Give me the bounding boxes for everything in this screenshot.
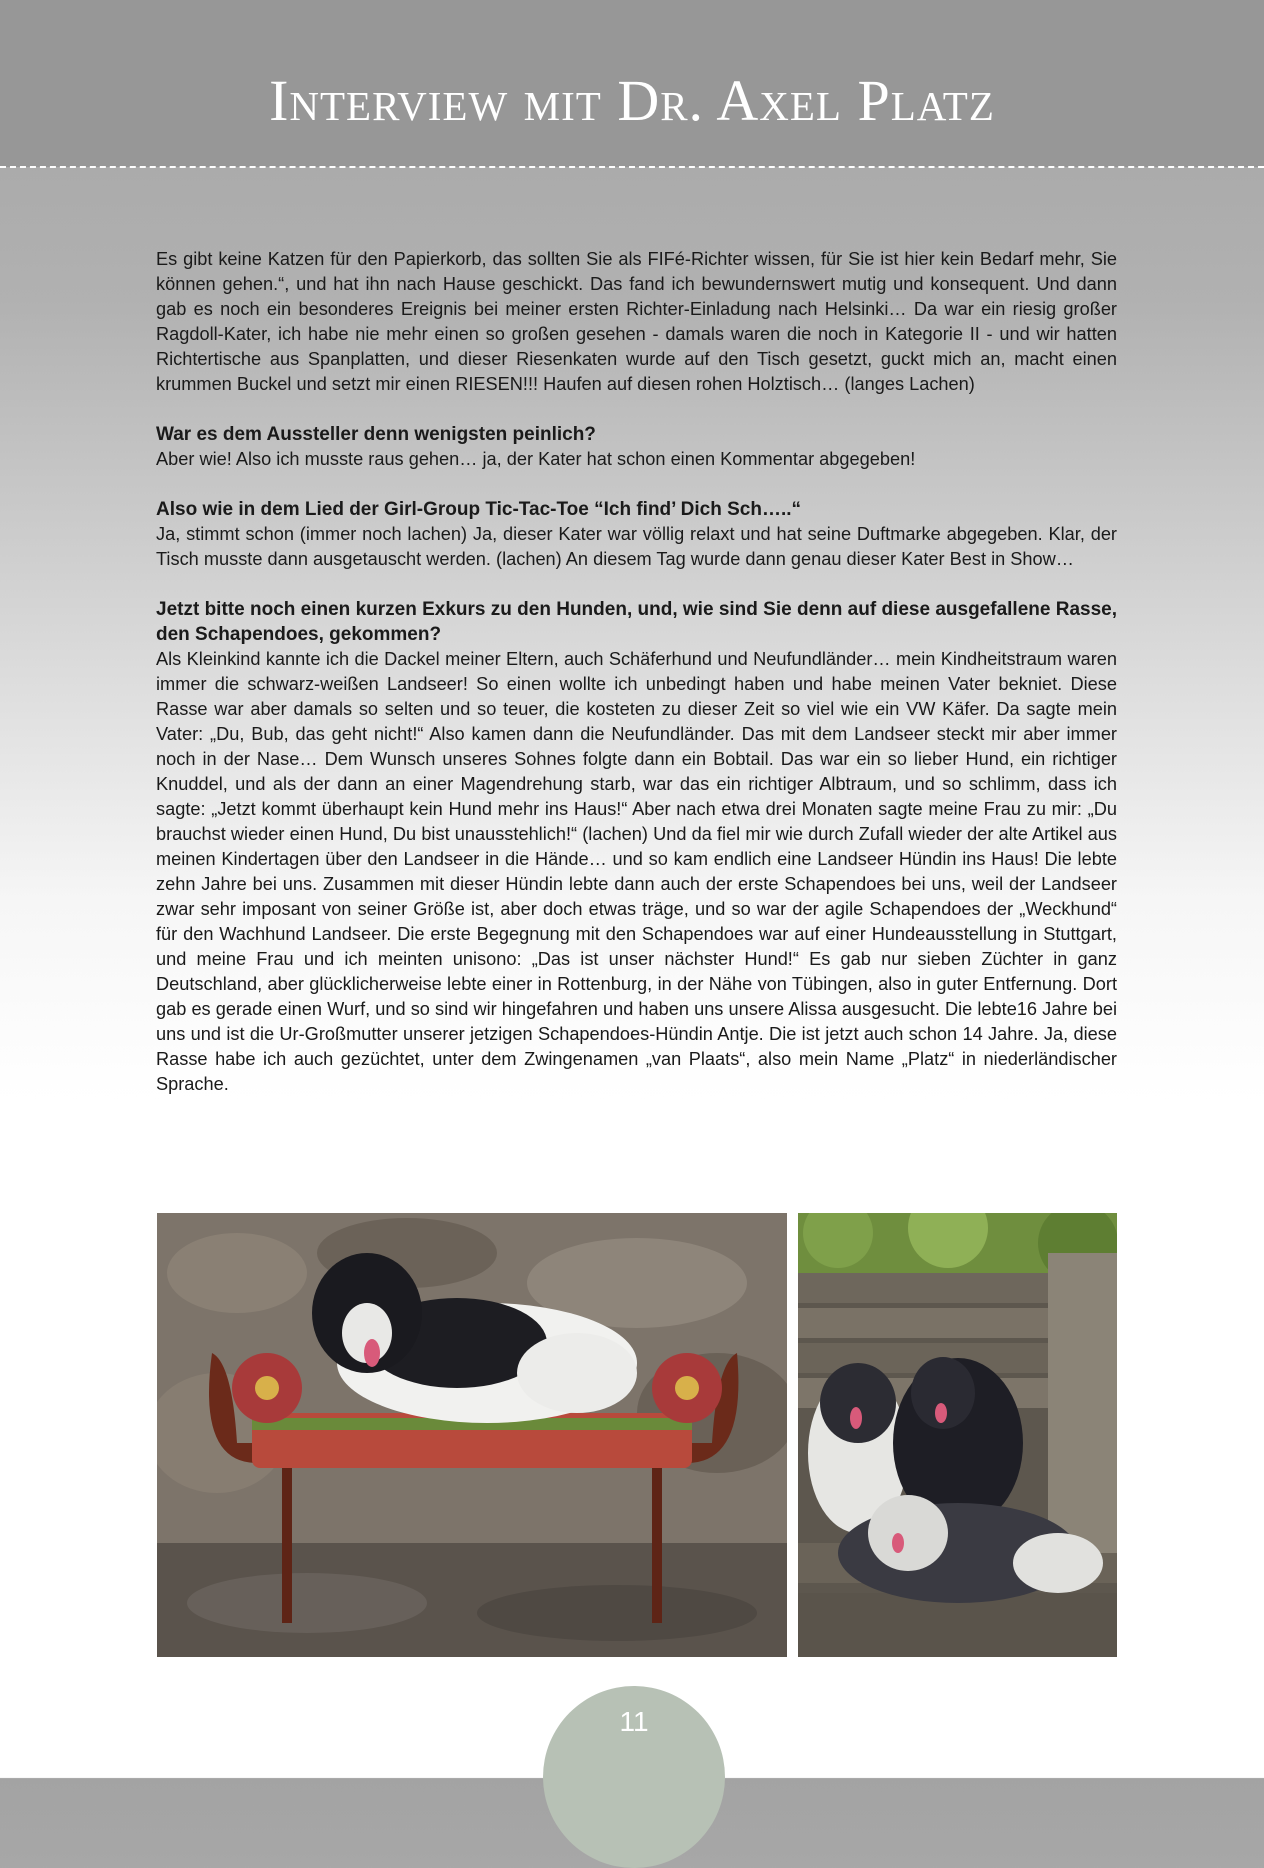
- header-divider: [0, 166, 1264, 168]
- answer-paragraph: Aber wie! Also ich musste raus gehen… ja, der Kater hat schon einen Kommentar abgegeben!: [156, 449, 916, 469]
- page-title: Interview mit Dr. Axel Platz: [269, 68, 995, 133]
- article-body: [156, 247, 1117, 1097]
- question-heading: Jetzt bitte noch einen kurzen Exkurs zu den Hunden, und, wie sind Sie denn auf diese ausgefallene Rasse, den Schapendoes, gekommen?: [156, 599, 1117, 645]
- question-heading: Also wie in dem Lied der Girl-Group Tic-Tac-Toe “Ich find’ Dich Sch…..“: [156, 499, 802, 520]
- dogs-on-stairs-photo: [798, 1213, 1117, 1657]
- question-heading: War es dem Aussteller denn wenigsten peinlich?: [156, 424, 596, 445]
- answer-paragraph: Als Kleinkind kannte ich die Dackel meiner Eltern, auch Schäferhund und Neufundländer… mein Kindheitstraum waren immer die schwarz-weißen Landseer! So einen wollte ich unbedingt haben und habe meinen Vater bekniet. Diese Rasse war aber damals so selten und so teuer, die kosteten zu dieser Zeit so viel wie ein VW Käfer. Da sagte mein Vater: „Du, Bub, das geht nicht!“ Also kamen dann die Neufundländer. Das mit dem Landseer steckt mir aber immer noch in der Nase… Dem Wunsch unseres Sohnes folgte dann ein Bobtail. Das war ein so lieber Hund, ein richtiger Knuddel, und als der dann an einer Magendrehung starb, war das ein richtiger Albtraum, und so schlimm, dass ich sagte: „Jetzt kommt überhaupt kein Hund mehr ins Haus!“ Aber nach etwa drei Monaten sagte meine Frau zu mir: „Du brauchst wieder einen Hund, Du bist unausstehlich!“ (lachen) Und da fiel mir wie durch Zufall wieder der alte Artikel aus meinen Kindertagen über den Landseer in die Hände… und so kam endlich eine Landseer Hündin ins Haus! Die lebte zehn Jahre bei uns. Zusammen mit dieser Hündin lebte dann auch der erste Schapendoes bei uns, weil der Landseer zwar sehr imposant von seiner Größe ist, aber doch etwas träge, und so war der agile Schapendoes der „Weckhund“ für den Wachhund Landseer. Die erste Begegnung mit den Schapendoes war auf einer Hundeausstellung in Stuttgart, und meine Frau und ich meinten unisono: „Das ist unser nächster Hund!“ Es gab nur sieben Züchter in ganz Deutschland, aber glücklicherweise lebte einer in Rottenburg, in der Nähe von Tübingen, also in guter Entfernung. Dort gab es gerade einen Wurf, und so sind wir hingefahren und haben uns unsere Alissa ausgesucht. Die lebte16 Jahre bei uns und ist die Ur-Großmutter unserer jetzigen Schapendoes-Hündin Antje. Die ist jetzt auch schon 14 Jahre. Ja, diese Rasse habe ich auch gezüchtet, unter dem Zwingenamen „van Plaats“, also mein Name „Platz“ in niederländischer Sprache.: [156, 649, 1117, 1094]
- dog-on-bench-photo: [157, 1213, 787, 1657]
- page-number: 11: [619, 1706, 649, 1737]
- answer-paragraph: Ja, stimmt schon (immer noch lachen) Ja, dieser Kater war völlig relaxt und hat seine Duftmarke abgegeben. Klar, der Tisch musste dann ausgetauscht werden. (lachen) An diesem Tag wurde dann genau dieser Kater Best in Show…: [156, 524, 1117, 569]
- answer-paragraph: Es gibt keine Katzen für den Papierkorb, das sollten Sie als FIFé-Richter wissen, für Sie ist hier kein Bedarf mehr, Sie können gehen.“, und hat ihn nach Hause geschickt. Das fand ich bewundernswert mutig und konsequent. Und dann gab es noch ein besonderes Ereignis bei meiner ersten Richter-Einladung nach Helsinki… Da war ein riesig großer Ragdoll-Kater, ich habe nie mehr einen so großen gesehen - damals waren die noch in Kategorie II - und wir hatten Richtertische aus Spanplatten, und dieser Riesenkaten wurde auf den Tisch gesetzt, guckt mich an, macht einen krummen Buckel und setzt mir einen RIESEN!!! Haufen auf diesen rohen Holztisch… (langes Lachen): [156, 249, 1117, 394]
